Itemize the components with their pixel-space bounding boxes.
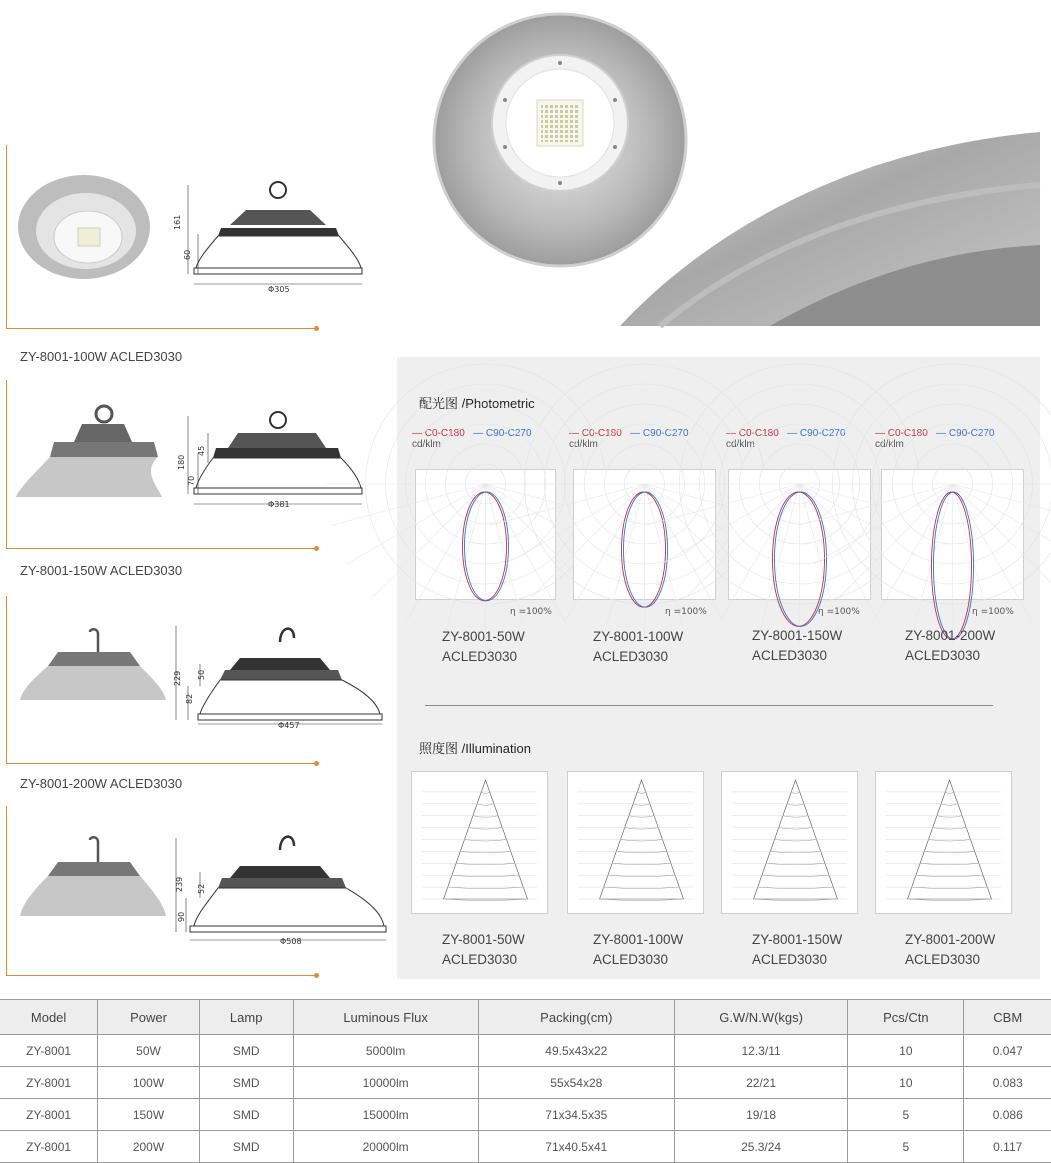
illumination-caption-4: ZY-8001-200W ACLED3030 [905,930,995,970]
illumination-caption-1: ZY-8001-50W ACLED3030 [442,930,525,970]
legend-unit: cd/klm [726,439,755,450]
dimension-drawing-3 [170,620,385,732]
photometric-caption-4: ZY-8001-200W ACLED3030 [905,626,995,666]
efficiency-label-3: η =100% [818,607,860,617]
dimension-drawing-2 [176,408,376,513]
dim-top-4: 52 [197,884,206,894]
dim-top-3: 50 [197,670,206,680]
dim-height-2: 180 [177,455,186,470]
legend-unit: cd/klm [569,439,598,450]
dim-height-3: 229 [173,671,182,686]
illumination-chart-2 [567,771,704,914]
spec-table [0,999,1051,1163]
dim-height-1: 161 [173,215,182,230]
photometric-legend-2 [569,428,689,450]
legend-c90: — C90-C270 [473,428,531,439]
dim-dia-2: Φ381 [268,500,290,509]
section-divider [425,705,993,706]
header-pcs-ctn: Pcs/Ctn [848,1000,964,1035]
legend-c0: — C0-C180 [412,428,465,439]
legend-unit: cd/klm [875,439,904,450]
illumination-title: 照度图 /Illumination [419,738,531,757]
photometric-caption-2: ZY-8001-100W ACLED3030 [593,627,683,667]
efficiency-label-1: η =100% [510,607,552,617]
photometric-title: 配光图 /Photometric [419,393,535,412]
dim-top-2: 45 [197,446,206,456]
table-row: ZY-8001 200W SMD 20000lm 71x40.5x41 25.3/24 5 0.117 [0,1131,1051,1163]
dim-body-2: 70 [187,476,196,486]
table-row: ZY-8001 50W SMD 5000lm 49.5x43x22 12.3/11 10 0.047 [0,1035,1051,1067]
illumination-caption-3: ZY-8001-150W ACLED3030 [752,930,842,970]
photometric-caption-1: ZY-8001-50W ACLED3030 [442,627,525,667]
dim-body-1: 60 [183,250,192,260]
header-lamp: Lamp [199,1000,293,1035]
photometric-legend-4 [875,428,995,450]
efficiency-label-2: η =100% [665,607,707,617]
header-cbm: CBM [964,1000,1051,1035]
dimension-drawing-4 [170,828,390,948]
table-header-row [0,1000,1051,1035]
product-photo-3 [18,628,168,708]
dimension-drawing-1 [176,180,376,295]
legend-c90: — C90-C270 [787,428,845,439]
dim-body-3: 82 [185,694,194,704]
illumination-caption-2: ZY-8001-100W ACLED3030 [593,930,683,970]
dim-dia-1: Φ305 [268,285,290,294]
hero-reflector-angle-photo [620,130,1040,326]
header-model: Model [0,1000,98,1035]
dim-dia-3: Φ457 [278,721,300,730]
header-luminous-flux: Luminous Flux [293,1000,478,1035]
polar-chart-3 [728,469,871,600]
legend-c0: — C0-C180 [875,428,928,439]
dim-height-4: 239 [175,877,184,892]
legend-c90: — C90-C270 [630,428,688,439]
header-packing: Packing(cm) [478,1000,674,1035]
legend-c90: — C90-C270 [936,428,994,439]
header-weight: G.W/N.W(kgs) [674,1000,847,1035]
polar-chart-4 [881,469,1024,600]
table-row: ZY-8001 100W SMD 10000lm 55x54x28 22/21 10 0.083 [0,1067,1051,1099]
product-label-3: ZY-8001-200W ACLED3030 [20,776,182,791]
illumination-chart-3 [721,771,858,914]
header-power: Power [98,1000,200,1035]
legend-unit: cd/klm [412,439,441,450]
photometric-caption-3: ZY-8001-150W ACLED3030 [752,626,842,666]
legend-c0: — C0-C180 [726,428,779,439]
product-label-1: ZY-8001-100W ACLED3030 [20,349,182,364]
dim-dia-4: Φ508 [280,937,302,946]
efficiency-label-4: η =100% [972,607,1014,617]
dim-body-4: 90 [177,912,186,922]
legend-c0: — C0-C180 [569,428,622,439]
product-photo-1 [14,165,154,290]
product-label-2: ZY-8001-150W ACLED3030 [20,563,182,578]
table-row: ZY-8001 150W SMD 15000lm 71x34.5x35 19/18 5 0.086 [0,1099,1051,1131]
illumination-chart-1 [411,771,548,914]
polar-chart-1 [415,469,556,600]
product-photo-2 [14,402,164,507]
polar-chart-2 [573,469,716,600]
illumination-chart-4 [875,771,1012,914]
product-photo-4 [18,836,168,924]
